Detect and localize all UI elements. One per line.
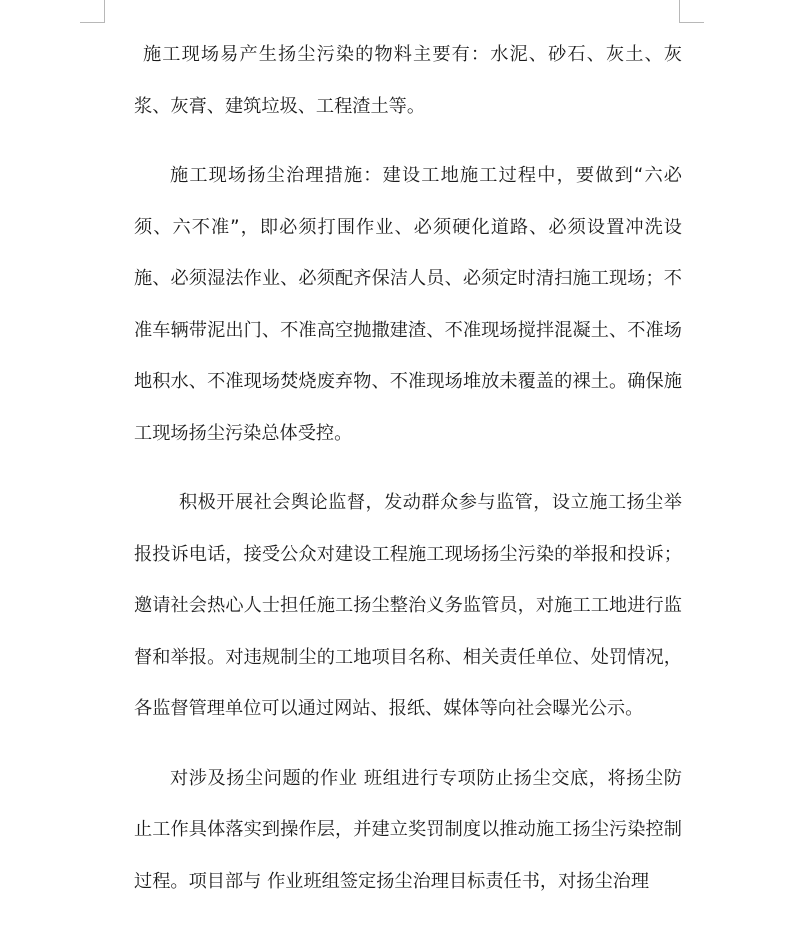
paragraph-dust-materials: 施工现场易产生扬尘污染的物料主要有：水泥、砂石、灰土、灰浆、灰膏、建筑垃圾、工程渣土等。 bbox=[134, 44, 682, 117]
paragraph-dust-control-measures: 施工现场扬尘治理措施：建设工地施工过程中，要做到“六必须、六不准”，即必须打围作业、必须硬化道路、必须设置冲洗设施、必须湿法作业、必须配齐保洁人员、必须定时清扫施工现场；不准车辆带泥出门、不准高空抛撒建渣、不准现场搅拌混凝土、不准场地积水、不准现场焚烧废弃物、不准现场堆放未覆盖的裸土。确保施工现场扬尘污染总体受控。 bbox=[134, 165, 682, 444]
document-body bbox=[134, 29, 682, 925]
page-corner-mark-top-right bbox=[679, 0, 704, 23]
paragraph-team-responsibility: 对涉及扬尘问题的作业 班组进行专项防止扬尘交底，将扬尘防止工作具体落实到操作层，并建立奖罚制度以推动施工扬尘污染控制过程。项目部与 作业班组签定扬尘治理目标责任书，对扬尘治理 bbox=[134, 767, 682, 892]
paragraph-public-supervision: 积极开展社会舆论监督，发动群众参与监管，设立施工扬尘举报投诉电话，接受公众对建设工程施工现场扬尘污染的举报和投诉；邀请社会热心人士担任施工扬尘整治义务监管员，对施工工地进行监督和举报。对违规制尘的工地项目名称、相关责任单位、处罚情况，各监督管理单位可以通过网站、报纸、媒体等向社会曝光公示。 bbox=[134, 492, 682, 719]
page-corner-mark-top-left bbox=[80, 0, 105, 23]
